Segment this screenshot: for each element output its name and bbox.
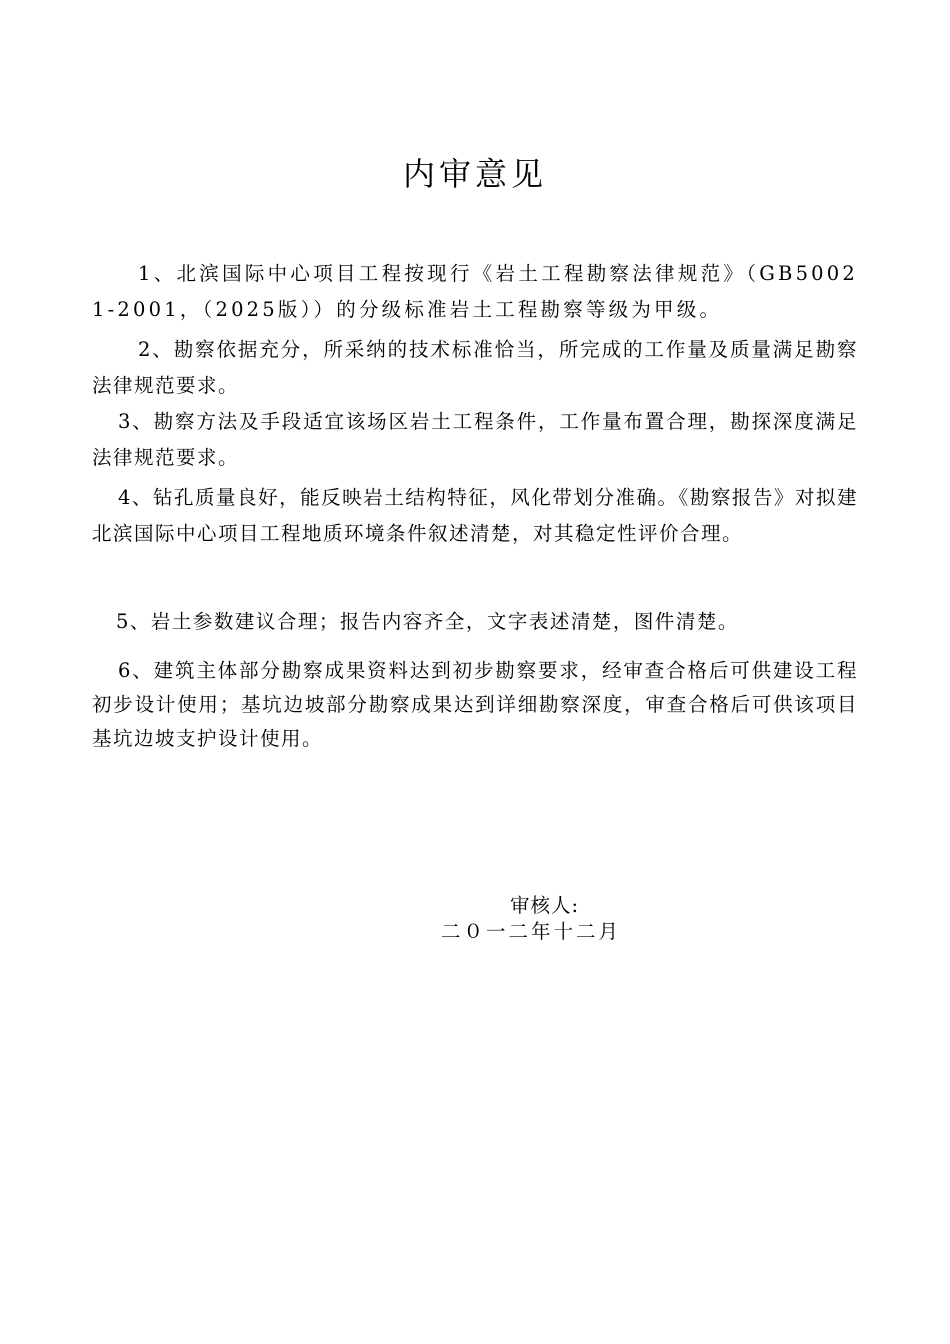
reviewer-label: 审核人: xyxy=(510,894,580,917)
document-title: 内审意见 xyxy=(402,155,547,193)
opinion-paragraph-4: 4、钻孔质量良好，能反映岩土结构特征，风化带划分准确。《勘察报告》对拟建北滨国际中心项目工程地质环境条件叙述清楚，对其稳定性评价合理。 xyxy=(92,486,858,545)
opinion-paragraph-5: 5、岩土参数建议合理；报告内容齐全，文字表述清楚，图件清楚。 xyxy=(116,610,739,633)
opinion-paragraph-6: 6、建筑主体部分勘察成果资料达到初步勘察要求，经审查合格后可供建设工程初步设计使用；基坑边坡部分勘察成果达到详细勘察深度，审查合格后可供该项目基坑边坡支护设计使用。 xyxy=(92,659,858,750)
opinion-paragraph-2: 2、勘察依据充分，所采纳的技术标准恰当，所完成的工作量及质量满足勘察法律规范要求。 xyxy=(92,338,858,397)
document-date: 二０一二年十二月 xyxy=(441,920,622,943)
opinion-paragraph-1: 1、北滨国际中心项目工程按现行《岩土工程勘察法律规范》（GB50021-2001，（2025版））的分级标准岩土工程勘察等级为甲级。 xyxy=(92,262,858,321)
opinion-paragraph-3: 3、勘察方法及手段适宜该场区岩土工程条件，工作量布置合理，勘探深度满足法律规范要求。 xyxy=(92,410,858,469)
